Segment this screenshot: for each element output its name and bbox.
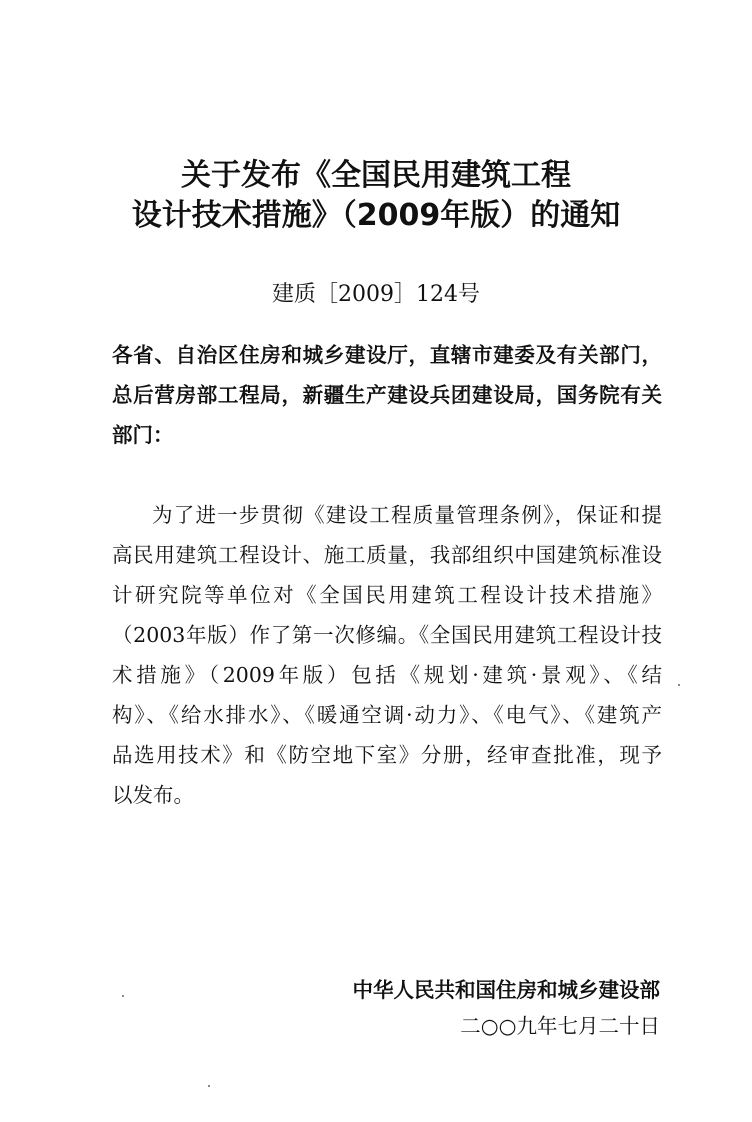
- addressee-line: 总后营房部工程局，新疆生产建设兵团建设局，国务院有关: [112, 383, 662, 407]
- issuer: 中华人民共和国住房和城乡建设部: [352, 978, 660, 1002]
- body-line: 品选用技术》和《防空地下室》分册，经审查批准，现予: [112, 743, 662, 767]
- body-line: 为了进一步贯彻《建设工程质量管理条例》，保证和提: [152, 503, 662, 527]
- body-line: 高民用建筑工程设计、施工质量，我部组织中国建筑标准设: [112, 543, 662, 567]
- document-number: 建质［2009］124号: [272, 282, 480, 307]
- scan-speck: [122, 995, 124, 997]
- scan-speck: [208, 1085, 210, 1087]
- addressee-line: 部门：: [112, 423, 174, 447]
- body-line: 计研究院等单位对《全国民用建筑工程设计技术措施》: [112, 583, 662, 607]
- title-line-1: 关于发布《全国民用建筑工程: [181, 158, 571, 193]
- addressee-line: 各省、自治区住房和城乡建设厅，直辖市建委及有关部门，: [112, 343, 662, 367]
- body-line: 构》、《给水排水》、《暖通空调·动力》、《电气》、《建筑产: [112, 703, 662, 727]
- body-line: （2003年版）作了第一次修编。《全国民用建筑工程设计技: [112, 623, 662, 647]
- body-line: 以发布。: [112, 783, 194, 807]
- title-line-2: 设计技术措施》（2009年版）的通知: [131, 198, 621, 233]
- issue-date: 二○○九年七月二十日: [460, 1014, 660, 1038]
- body-line: 术措施》（2009年版）包括《规划·建筑·景观》、《结: [112, 663, 662, 687]
- scan-speck: [678, 684, 680, 686]
